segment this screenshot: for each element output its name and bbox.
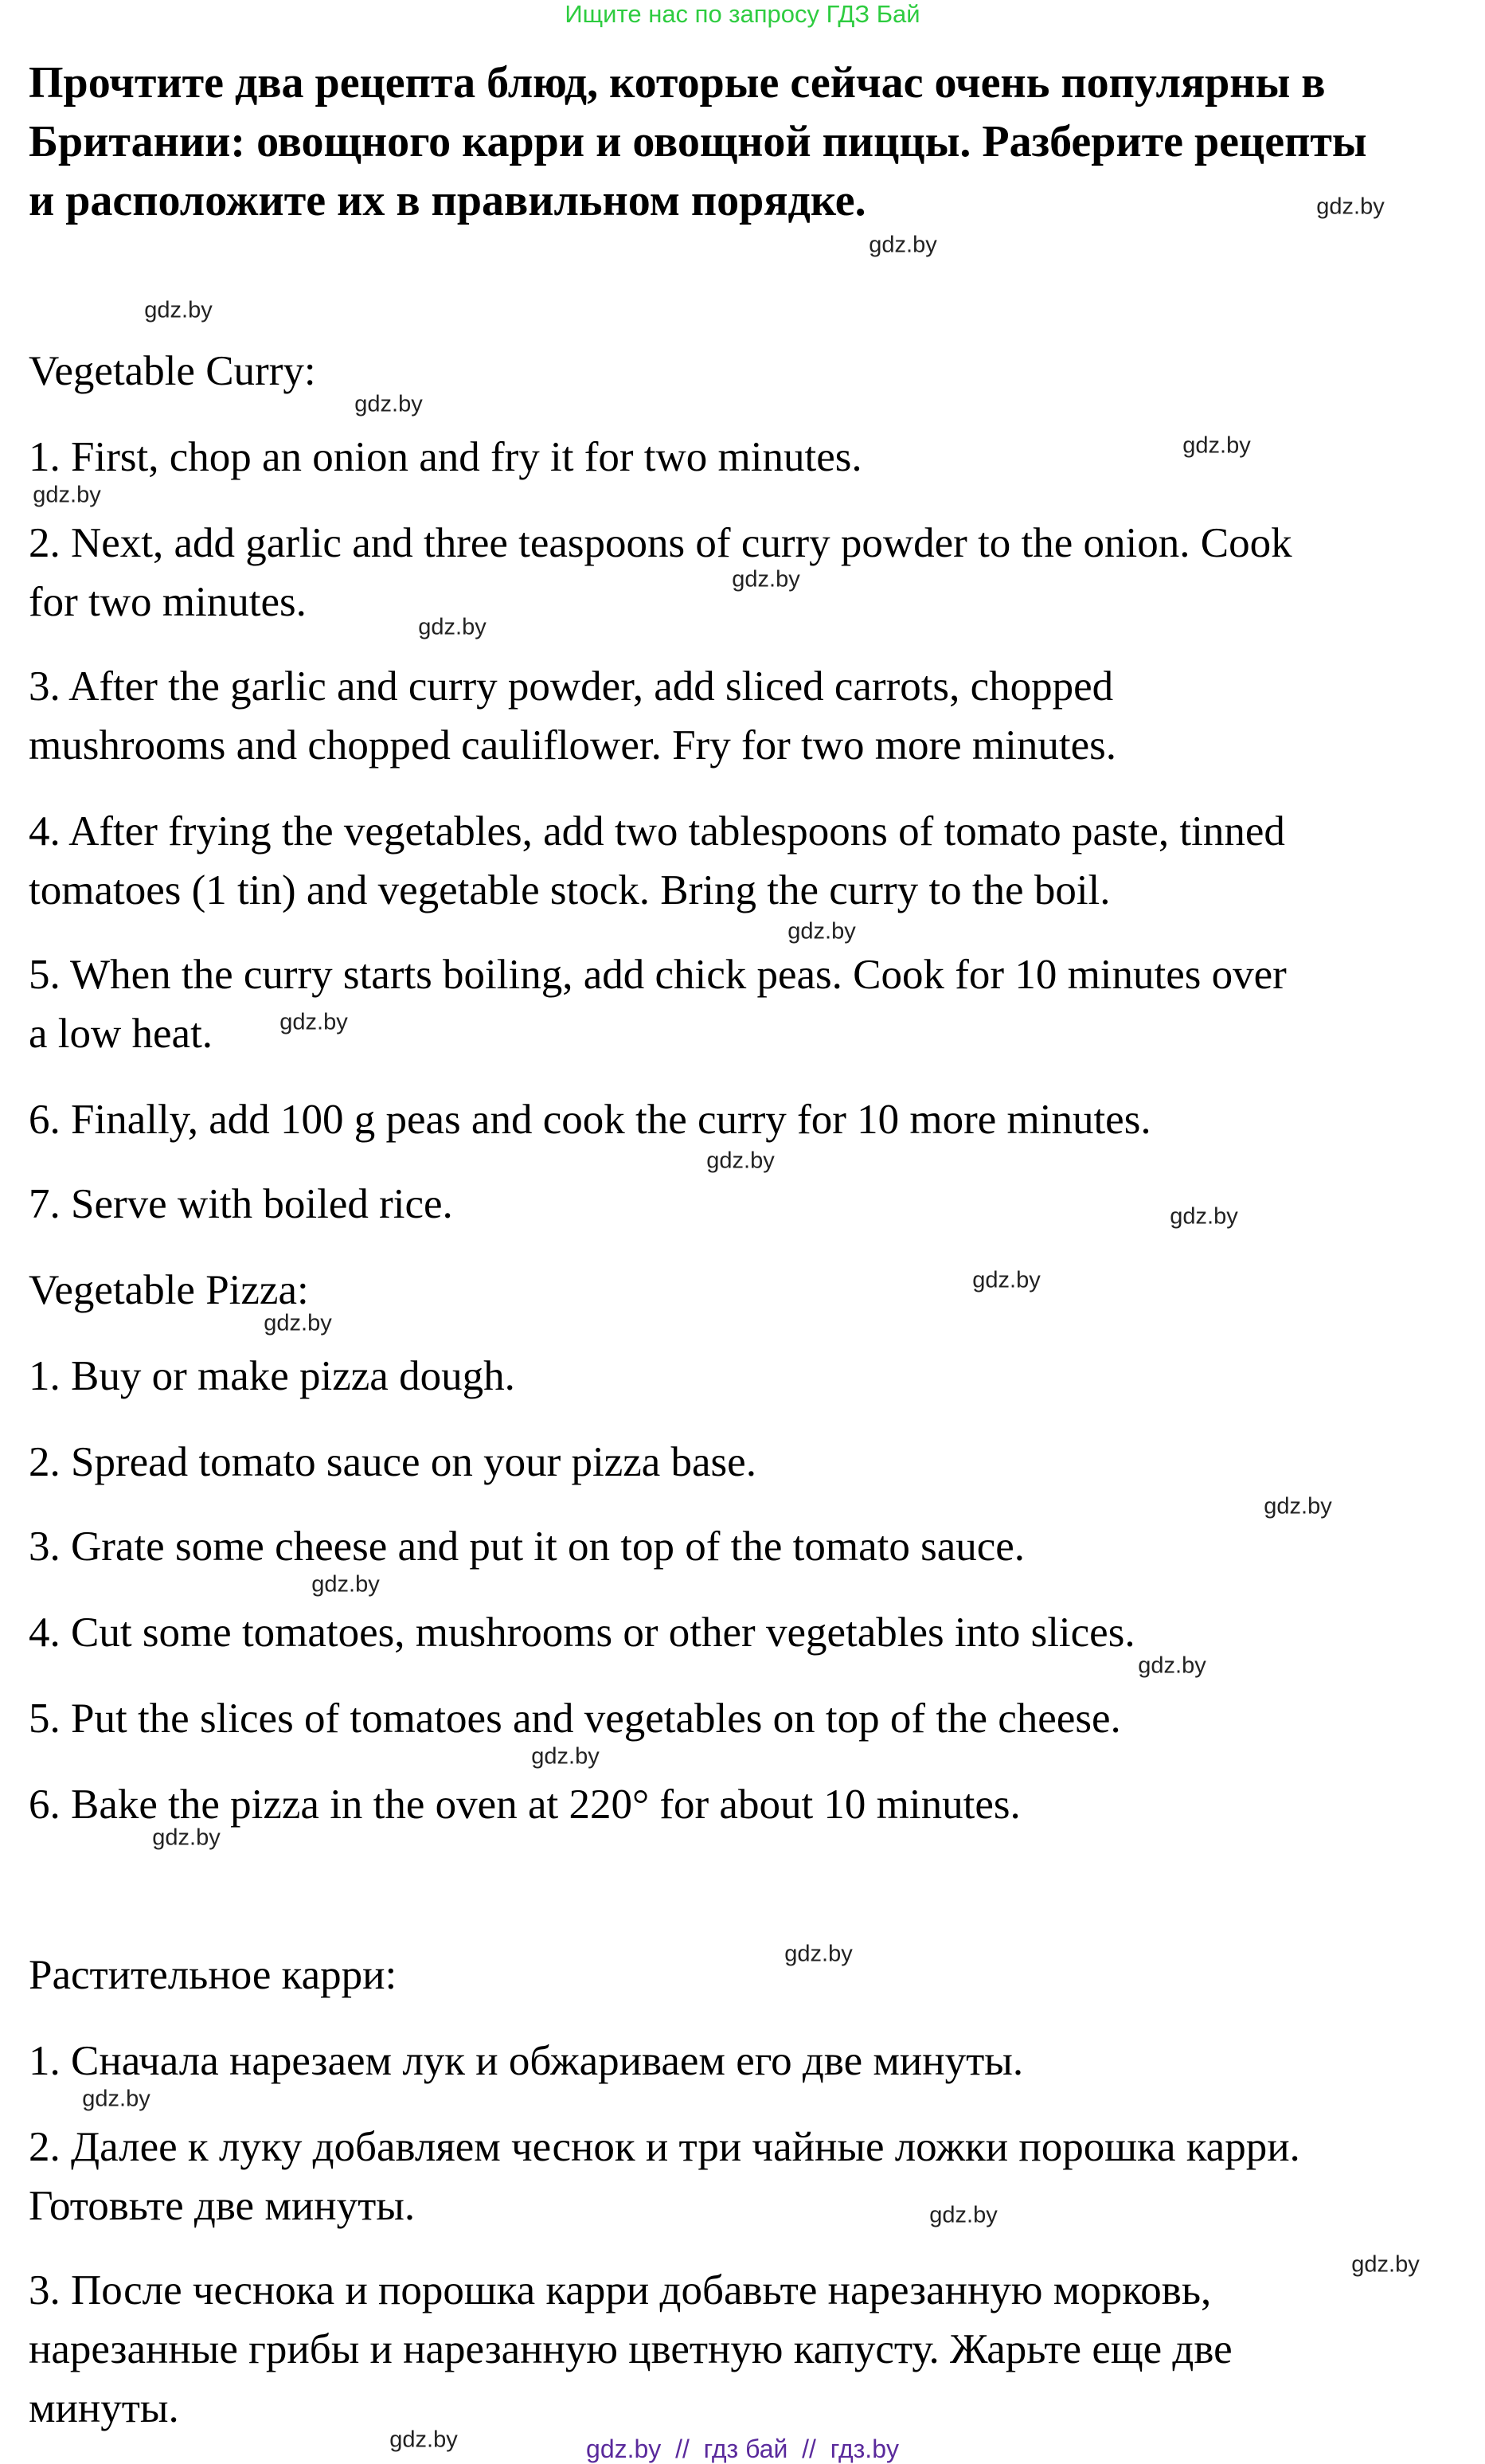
watermark: gdz.by xyxy=(972,1267,1041,1293)
section-heading: Vegetable Pizza: xyxy=(29,1267,309,1313)
watermark: gdz.by xyxy=(82,2086,150,2112)
watermark: gdz.by xyxy=(144,297,213,323)
recipe-line: 5. Put the slices of tomatoes and vegetables on top of the cheese. xyxy=(29,1695,1121,1742)
recipe-line: 6. Bake the pizza in the oven at 220° for about 10 minutes. xyxy=(29,1782,1021,1828)
recipe-line: 2. Далее к луку добавляем чеснок и три чайные ложки порошка карри. xyxy=(29,2124,1300,2170)
recipe-line: mushrooms and chopped cauliflower. Fry for two more minutes. xyxy=(29,722,1116,769)
watermark: gdz.by xyxy=(929,2202,998,2228)
recipe-line: a low heat. xyxy=(29,1011,213,1057)
recipe-line: 4. After frying the vegetables, add two tablespoons of tomato paste, tinned xyxy=(29,808,1285,855)
recipe-line: 1. Сначала нарезаем лук и обжариваем его две минуты. xyxy=(29,2038,1024,2084)
watermark: gdz.by xyxy=(33,482,101,508)
recipe-line: tomatoes (1 tin) and vegetable stock. Bring the curry to the boil. xyxy=(29,867,1111,913)
watermark: gdz.by xyxy=(279,1009,348,1035)
recipe-line: 4. Cut some tomatoes, mushrooms or other vegetables into slices. xyxy=(29,1609,1135,1656)
watermark: gdz.by xyxy=(1170,1203,1238,1230)
watermark: gdz.by xyxy=(1182,432,1251,459)
watermark: gdz.by xyxy=(1316,194,1385,220)
recipe-line: нарезанные грибы и нарезанную цветную капусту. Жарьте еще две xyxy=(29,2326,1233,2372)
watermark: gdz.by xyxy=(787,918,856,945)
recipe-line: 1. First, chop an onion and fry it for two minutes. xyxy=(29,434,862,480)
section-heading: Vegetable Curry: xyxy=(29,348,316,394)
task-line: и расположите их в правильном порядке. xyxy=(29,176,866,225)
watermark: gdz.by xyxy=(354,391,423,417)
recipe-line: 2. Next, add garlic and three teaspoons of curry powder to the onion. Cook xyxy=(29,520,1292,566)
recipe-line: 1. Buy or make pizza dough. xyxy=(29,1353,515,1399)
recipe-line: Готовьте две минуты. xyxy=(29,2183,416,2229)
watermark: gdz.by xyxy=(531,1743,600,1770)
recipe-line: минуты. xyxy=(29,2385,179,2431)
watermark: gdz.by xyxy=(784,1941,853,1967)
task-line: Британии: овощного карри и овощной пиццы. Разберите рецепты xyxy=(29,117,1367,166)
watermark: gdz.by xyxy=(418,614,487,640)
section-heading: Растительное карри: xyxy=(29,1952,397,1998)
watermark: gdz.by xyxy=(264,1310,332,1336)
recipe-line: 3. Grate some cheese and put it on top of the tomato sauce. xyxy=(29,1523,1026,1570)
recipe-line: 6. Finally, add 100 g peas and cook the curry for 10 more minutes. xyxy=(29,1097,1151,1143)
watermark: gdz.by xyxy=(311,1571,380,1598)
search-banner: Ищите нас по запросу ГДЗ Бай xyxy=(565,0,920,28)
recipe-line: 3. После чеснока и порошка карри добавьте нарезанную морковь, xyxy=(29,2267,1212,2313)
watermark: gdz.by xyxy=(732,566,800,593)
recipe-line: 5. When the curry starts boiling, add chick peas. Cook for 10 minutes over xyxy=(29,952,1287,998)
recipe-line: for two minutes. xyxy=(29,579,307,625)
watermark: gdz.by xyxy=(152,1825,221,1851)
recipe-line: 3. After the garlic and curry powder, add sliced carrots, chopped xyxy=(29,663,1114,710)
footer-links[interactable]: gdz.by // гдз бай // гдз.by xyxy=(586,2435,899,2463)
watermark: gdz.by xyxy=(389,2427,458,2453)
watermark: gdz.by xyxy=(1264,1493,1332,1519)
watermark: gdz.by xyxy=(1138,1652,1206,1679)
watermark: gdz.by xyxy=(1351,2251,1420,2278)
watermark: gdz.by xyxy=(706,1148,775,1174)
task-line: Прочтите два рецепта блюд, которые сейчас очень популярны в xyxy=(29,58,1326,108)
recipe-line: 2. Spread tomato sauce on your pizza base. xyxy=(29,1439,756,1485)
recipe-line: 7. Serve with boiled rice. xyxy=(29,1181,453,1227)
watermark: gdz.by xyxy=(869,232,937,258)
